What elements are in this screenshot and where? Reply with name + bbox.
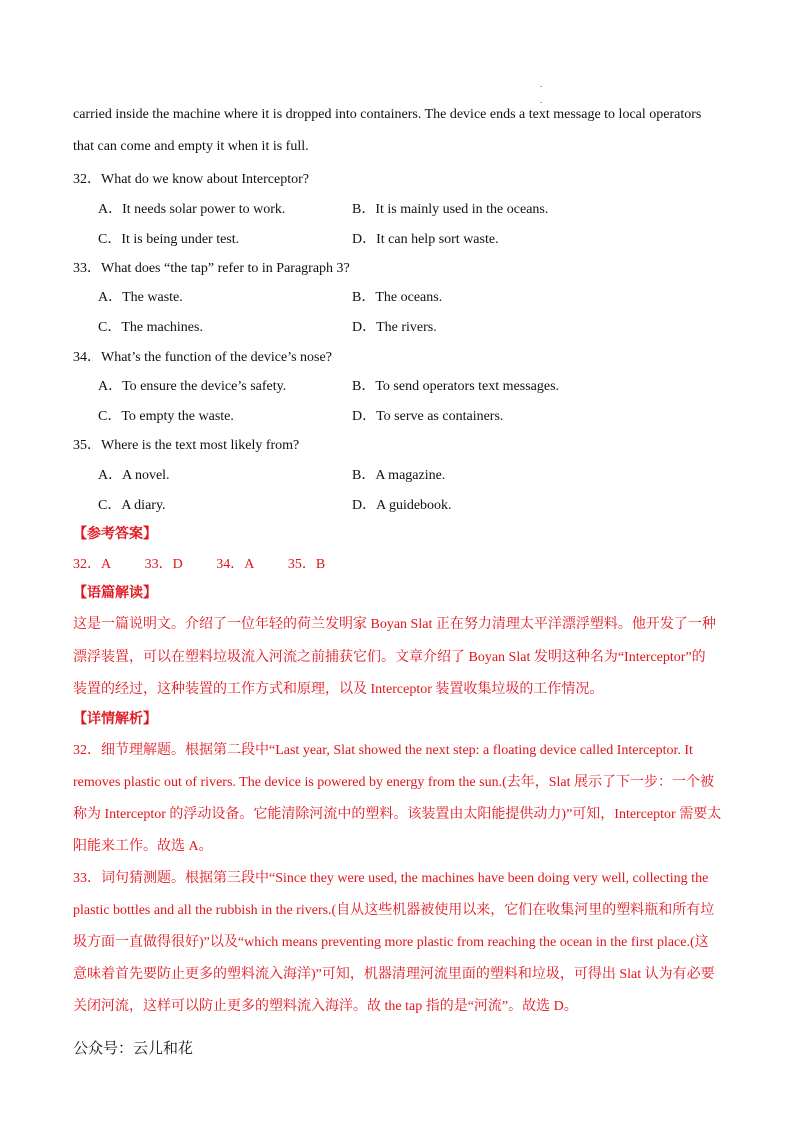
detail-line-2: removes plastic out of rivers. The device is powered by energy from the sun.(去年，Slat 展示了下一步：一个被 (73, 775, 715, 790)
reading-line-2: 漂浮装置，可以在塑料垃圾流入河流之前捕获它们。文章介绍了 Boyan Slat 发明这种名为“Interceptor”的 (73, 650, 706, 665)
answer-32: 32．A (73, 557, 112, 572)
question-35-stem: 35．Where is the text most likely from? (73, 438, 300, 453)
reading-line-1: 这是一篇说明文。介绍了一位年轻的荷兰发明家 Boyan Slat 正在努力清理太平洋漂浮塑料。他开发了一种 (73, 617, 716, 632)
footer-account: 公众号：云儿和花 (73, 1039, 194, 1057)
reading-line-3: 装置的经过，这种装置的工作方式和原理，以及 Interceptor 装置收集垃圾的工作情况。 (73, 682, 604, 697)
passage-line-1: carried inside the machine where it is dropped into containers. The device ends a text message to local operators (73, 107, 702, 122)
answer-list (73, 553, 355, 573)
question-35-option-d: D．A guidebook. (352, 498, 452, 513)
detail-line-9: 关闭河流，这样可以防止更多的塑料流入海洋。故 the tap 指的是“河流”。故选 D。 (73, 999, 578, 1014)
question-34-option-c: C．To empty the waste. (98, 409, 234, 424)
decorative-dots: . . (540, 79, 543, 105)
question-32-option-a: A．It needs solar power to work. (98, 202, 286, 217)
question-32-option-d: D．It can help sort waste. (352, 232, 499, 247)
question-33-option-d: D．The rivers. (352, 320, 437, 335)
question-34-option-b: B．To send operators text messages. (352, 379, 560, 394)
question-32-option-c: C．It is being under test. (98, 232, 240, 247)
question-33-option-a: A．The waste. (98, 290, 183, 305)
detail-heading: 【详情解析】 (73, 711, 157, 727)
question-34-option-d: D．To serve as containers. (352, 409, 504, 424)
detail-line-6: plastic bottles and all the rubbish in the rivers.(自从这些机器被使用以来，它们在收集河里的塑料瓶和所有垃 (73, 903, 715, 918)
question-32-stem: 32．What do we know about Interceptor? (73, 172, 309, 187)
detail-line-8: 意味着首先要防止更多的塑料流入海洋)”可知，机器清理河流里面的塑料和垃圾，可得出 Slat 认为有必要 (73, 967, 715, 982)
question-33-option-c: C．The machines. (98, 320, 203, 335)
question-33-option-b: B．The oceans. (352, 290, 443, 305)
question-33-stem: 33．What does “the tap” refer to in Paragraph 3? (73, 261, 350, 276)
detail-line-3: 称为 Interceptor 的浮动设备。它能清除河流中的塑料。该装置由太阳能提供动力)”可知，Interceptor 需要太 (73, 807, 722, 822)
detail-line-7: 圾方面一直做得很好)”以及“which means preventing more plastic from reaching the ocean in the first place.(这 (73, 935, 709, 950)
question-35-option-b: B．A magazine. (352, 468, 446, 483)
detail-line-1: 32．细节理解题。根据第二段中“Last year, Slat showed the next step: a floating device called Interceptor. It (73, 743, 693, 758)
question-34-option-a: A．To ensure the device’s safety. (98, 379, 287, 394)
detail-line-4: 阳能来工作。故选 A。 (73, 839, 213, 854)
reading-heading: 【语篇解读】 (73, 585, 157, 601)
passage-line-2: that can come and empty it when it is full. (73, 139, 309, 154)
question-32-option-b: B．It is mainly used in the oceans. (352, 202, 549, 217)
answer-33: 33．D (144, 557, 183, 572)
answer-35: 35．B (287, 557, 326, 572)
answer-heading: 【参考答案】 (73, 526, 157, 542)
question-35-option-c: C．A diary. (98, 498, 166, 513)
answer-34: 34．A (216, 557, 255, 572)
question-34-stem: 34．What’s the function of the device’s nose? (73, 350, 332, 365)
detail-line-5: 33．词句猜测题。根据第三段中“Since they were used, the machines have been doing very well, collecting the (73, 871, 709, 886)
question-35-option-a: A．A novel. (98, 468, 170, 483)
